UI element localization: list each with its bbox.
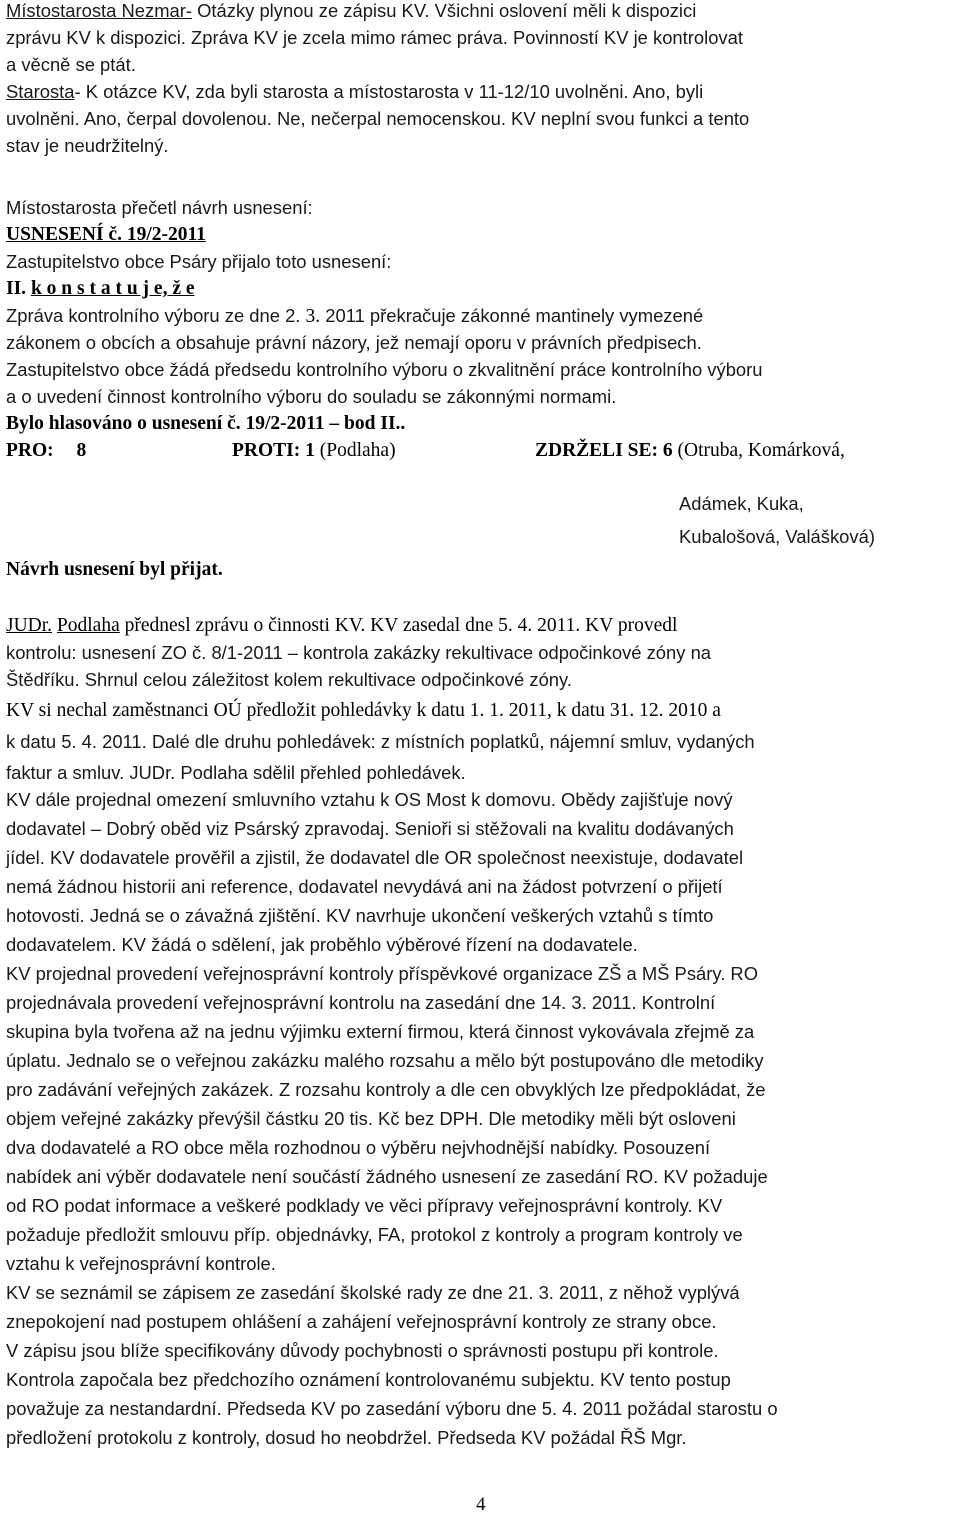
pro-count: 8 (76, 440, 87, 461)
zdrzeli-names-cont: Adámek, Kuka, (679, 493, 804, 514)
resolution-number: USNESENÍ č. 19/2-2011 (6, 224, 206, 245)
report-line: KV projednal provedení veřejnosprávní kontroly příspěvkové organizace ZŠ a MŠ Psáry. RO (6, 963, 758, 984)
proti-label: PROTI: (232, 440, 301, 461)
speaker-name: Místostarosta Nezmar- (6, 0, 192, 21)
vote-title: Bylo hlasováno o usnesení č. 19/2-2011 – bod II.. (6, 413, 406, 434)
paragraph-line: stav je neudržitelný. (6, 135, 169, 156)
report-line: k datu 5. 4. 2011. Dalé dle druhu pohledávek: z místních poplatků, nájemní smluv, vydaných (6, 731, 755, 752)
point-verb: k o n s t a t u j e, ž e (30, 278, 195, 299)
resolution-intro: Místostarosta přečetl návrh usnesení: (6, 197, 313, 218)
paragraph-text: Otázky plynou ze zápisu KV. Všichni oslovení měli k dispozici (192, 0, 697, 21)
reporter-name: Podlaha (56, 615, 120, 636)
report-line: znepokojení nad postupem ohlášení a zahájení veřejnosprávní kontroly ze strany obce. (6, 1311, 717, 1332)
resolution-text: Zastupitelstvo obce žádá předsedu kontrolního výboru o zkvalitnění práce kontrolního výboru (6, 359, 763, 380)
reporter-title: JUDr. (6, 615, 53, 636)
resolution-text: a o uvedení činnost kontrolního výboru do souladu se zákonnými normami. (6, 386, 617, 407)
proti-names: (Podlaha) (319, 440, 396, 461)
zdrzeli-label: ZDRŽELI SE: (535, 440, 658, 461)
report-line: V zápisu jsou blíže specifikovány důvody pochybnosti o správnosti postupu při kontrole. (6, 1340, 719, 1361)
pro-label: PRO: (6, 440, 54, 461)
report-line: dodavatel – Dobrý oběd viz Psárský zpravodaj. Senioři si stěžovali na kvalitu dodávaných (6, 818, 734, 839)
report-line: dodavatelem. KV žádá o sdělení, jak proběhlo výběrové řízení na dodavatele. (6, 934, 638, 955)
paragraph-text: - K otázce KV, zda byli starosta a místostarosta v 11-12/10 uvolněni. Ano, byli (74, 81, 704, 102)
vote-zdrzeli (535, 437, 845, 464)
report-text: přednesl zprávu o činnosti KV. KV zasedal dne 5. 4. 2011. KV provedl (119, 615, 678, 636)
zdrzeli-count: 6 (662, 440, 673, 461)
resolution-point (6, 275, 195, 302)
proti-count: 1 (305, 440, 315, 461)
report-line: projednávala provedení veřejnosprávní kontrolu na zasedání dne 14. 3. 2011. Kontrolní (6, 992, 716, 1013)
resolution-result: Návrh usnesení byl přijat. (6, 559, 223, 580)
report-line: považuje za nestandardní. Předseda KV po zasedání výboru dne 5. 4. 2011 požádal starostu o (6, 1398, 778, 1419)
point-number: II. (6, 278, 31, 299)
report-line: Štědříku. Shrnul celou záležitost kolem rekultivace odpočinkové zóny. (6, 669, 572, 690)
report-line: požaduje předložit smlouvu příp. objednávky, FA, protokol z kontroly a program kontroly ve (6, 1224, 743, 1245)
paragraph-line: zprávu KV k dispozici. Zpráva KV je zcela mimo rámec práva. Povinností KV je kontrolovat (6, 27, 743, 48)
resolution-adopted: Zastupitelstvo obce Psáry přijalo toto usnesení: (6, 251, 392, 272)
speaker-name: Starosta (6, 81, 75, 102)
zdrzeli-names-cont: Kubalošová, Valášková) (679, 526, 875, 547)
paragraph-line: a věcně se ptát. (6, 54, 136, 75)
report-line: od RO podat informace a veškeré podklady ve věci přípravy veřejnosprávní kontroly. KV (6, 1195, 723, 1216)
resolution-text (6, 302, 703, 330)
report-line: objem veřejné zakázky převýšil částku 20 tis. Kč bez DPH. Dle metodiky měli být osloveni (6, 1108, 736, 1129)
paragraph-line (6, 78, 703, 105)
vote-pro (6, 437, 86, 464)
report-line: úplatu. Jednalo se o veřejnou zakázku malého rozsahu a mělo být postupováno dle metodiky (6, 1050, 764, 1071)
report-line (6, 612, 677, 639)
report-line: Kontrola započala bez předchozího oznámení kontrolovanému subjektu. KV tento postup (6, 1369, 731, 1390)
report-line: jídel. KV dodavatele prověřil a zjistil, že dodavatel dle OR společnost neexistuje, dodavatel (6, 847, 744, 868)
report-line: faktur a smluv. JUDr. Podlaha sdělil přehled pohledávek. (6, 762, 466, 783)
report-line: skupina byla tvořena až na jednu výjimku externí firmou, která činnost vykovávala zřejmě za (6, 1021, 755, 1042)
report-date: Zpráva kontrolního výboru ze dne 2. (6, 305, 306, 326)
paragraph-line: uvolněni. Ano, čerpal dovolenou. Ne, nečerpal nemocenskou. KV neplní svou funkci a tento (6, 108, 750, 129)
page-number: 4 (476, 1494, 486, 1515)
report-line: kontrolu: usnesení ZO č. 8/1-2011 – kontrola zakázky rekultivace odpočinkové zóny na (6, 642, 712, 663)
report-line: hotovosti. Jedná se o závažná zjištění. KV navrhuje ukončení veškerých vztahů s tímto (6, 905, 714, 926)
report-text: 2011 překračuje zákonné mantinely vymezené (320, 305, 704, 326)
report-line: vztahu k veřejnosprávní kontrole. (6, 1253, 276, 1274)
report-month: 3. (305, 306, 321, 327)
resolution-text: zákonem o obcích a obsahuje právní názory, jež nemají oporu v právních předpisech. (6, 332, 702, 353)
report-line: KV dále projednal omezení smluvního vztahu k OS Most k domovu. Obědy zajišťuje nový (6, 789, 733, 810)
vote-proti (232, 437, 396, 464)
report-line: nabídek ani výběr dodavatele není součástí žádného usnesení ze zasedání RO. KV požaduje (6, 1166, 768, 1187)
report-line: KV se seznámil se zápisem ze zasedání školské rady ze dne 21. 3. 2011, z něhož vyplývá (6, 1282, 740, 1303)
report-line: nemá žádnou historii ani reference, dodavatel nevydává ani na žádost potvrzení o přijetí (6, 876, 723, 897)
report-line: pro zadávání veřejných zakázek. Z rozsahu kontroly a dle cen obvyklých lze předpokládat, že (6, 1079, 766, 1100)
report-line: předložení protokolu z kontroly, dosud ho neobdržel. Předseda KV požádal ŘŠ Mgr. (6, 1427, 687, 1448)
report-line: KV si nechal zaměstnanci OÚ předložit pohledávky k datu 1. 1. 2011, k datu 31. 12. 2010 a (6, 700, 721, 721)
paragraph-line (6, 0, 696, 24)
zdrzeli-names: (Otruba, Komárková, (677, 440, 845, 461)
report-line: dva dodavatelé a RO obce měla rozhodnou o výběru nejvhodnější nabídky. Posouzení (6, 1137, 711, 1158)
